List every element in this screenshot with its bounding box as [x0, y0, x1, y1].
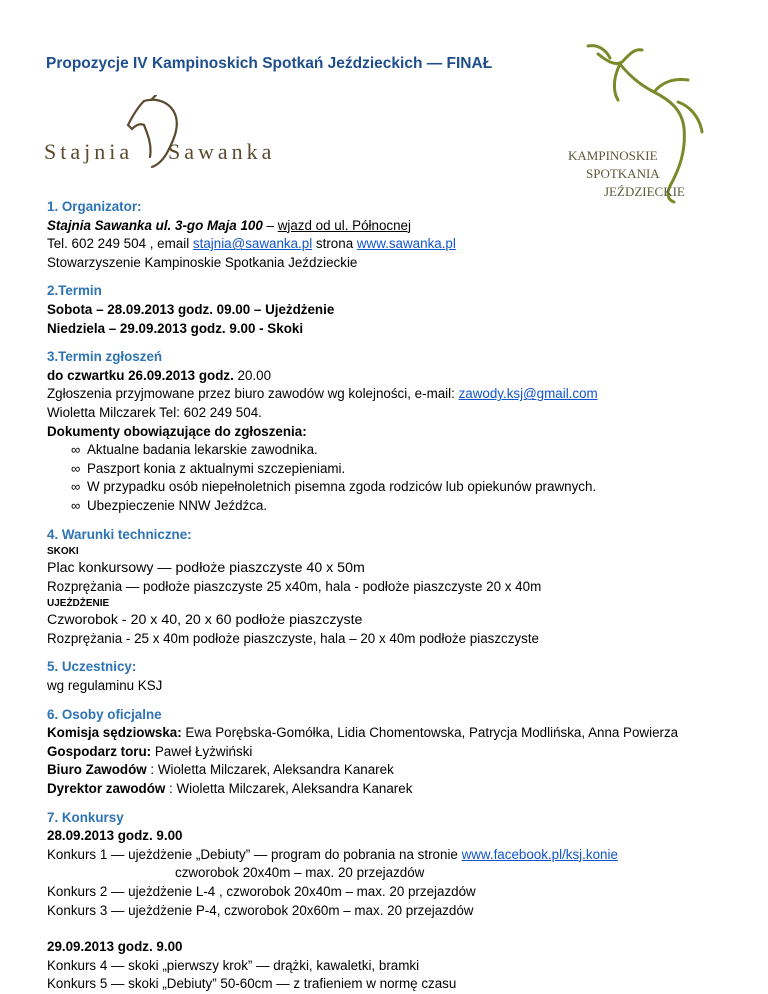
facebook-link[interactable]: www.facebook.pl/ksj.konie: [461, 846, 618, 862]
organizer-website-link[interactable]: www.sawanka.pl: [356, 236, 456, 252]
infinity-bullet-icon: ∞: [71, 497, 81, 513]
officials-label: Komisja sędziowska:: [47, 725, 182, 741]
list-item-text: Ubezpieczenie NNW Jeźdźca.: [87, 497, 268, 513]
page-title: Propozycje IV Kampinoskich Spotkań Jeździeckich — FINAŁ: [46, 55, 493, 72]
infinity-bullet-icon: ∞: [71, 460, 81, 476]
competition-5: Konkurs 5 — skoki „Debiuty” 50-60cm — z trafieniem w normę czasu: [47, 976, 457, 992]
officials-office: [47, 761, 747, 780]
list-item: [71, 478, 747, 497]
entries-text: Zgłoszenia przyjmowane przez biuro zawodów wg kolejności, e-mail:: [47, 386, 459, 402]
section-1-heading: 1. Organizator:: [47, 199, 142, 214]
officials-value: : Wioletta Milczarek, Aleksandra Kanarek: [165, 781, 413, 797]
organizer-name: Stajnia Sawanka ul. 3-go Maja 100: [47, 217, 263, 233]
subheading-skoki: SKOKI: [47, 546, 79, 558]
officials-value: : Wioletta Milczarek, Aleksandra Kanarek: [146, 762, 394, 778]
competition-3: Konkurs 3 — ujeżdżenie P-4, czworobok 20x60m – max. 20 przejazdów: [47, 902, 474, 918]
competition-date-1: 28.09.2013 godz. 9.00: [47, 828, 183, 844]
deadline-line: [47, 367, 747, 386]
ujezdzenie-line-2: Rozprężania - 25 x 40m podłoże piaszczyste, hala – 20 x 40m podłoże piaszczyste: [47, 630, 539, 646]
deadline-time: 20.00: [233, 367, 272, 383]
list-item-text: W przypadku osób niepełnoletnich pisemna zgoda rodziców lub opiekunów prawnych.: [87, 479, 597, 495]
competition-1: [47, 846, 747, 865]
officials-label: Biuro Zawodów: [47, 762, 147, 778]
infinity-bullet-icon: ∞: [71, 479, 81, 495]
association-line: Stowarzyszenie Kampinoskie Spotkania Jeździeckie: [47, 254, 358, 270]
officials-judges: [47, 724, 747, 743]
section-4-heading: 4. Warunki techniczne:: [47, 526, 192, 542]
subheading-ujezdzenie: UJEŻDŻENIE: [47, 598, 110, 610]
logo-line-2: SPOTKANIA: [586, 166, 660, 181]
kampinoskie-logo: [558, 40, 730, 210]
date-saturday: Sobota – 28.09.2013 godz. 09.00 – Ujeżdżenie: [47, 301, 335, 317]
organizer-sep: –: [262, 217, 278, 233]
entries-line: [47, 385, 747, 404]
officials-director: [47, 780, 747, 799]
competition-4: Konkurs 4 — skoki „pierwszy krok” — drążki, kawaletki, bramki: [47, 957, 420, 973]
section-7-heading: 7. Konkursy: [47, 809, 124, 825]
list-item-text: Aktualne badania lekarskie zawodnika.: [87, 442, 318, 458]
section-6-heading: 6. Osoby oficjalne: [47, 706, 162, 722]
participants-line: wg regulaminu KSJ: [47, 678, 163, 694]
contact-line: [47, 235, 747, 254]
infinity-bullet-icon: ∞: [71, 442, 81, 458]
officials-label: Gospodarz toru:: [47, 743, 152, 759]
logo-word-1: Stajnia: [44, 139, 134, 164]
officials-label: Dyrektor zawodów: [47, 781, 166, 797]
list-item: [71, 460, 747, 479]
competition-1-text: Konkurs 1 — ujeżdżenie „Debiuty” — program do pobrania na stronie: [47, 846, 462, 862]
list-item: [71, 441, 747, 460]
section-3-heading: 3.Termin zgłoszeń: [47, 349, 163, 365]
officials-course: [47, 743, 747, 762]
competition-2: Konkurs 2 — ujeżdżenie L-4 , czworobok 20x40m – max. 20 przejazdów: [47, 884, 476, 899]
list-item-text: Paszport konia z aktualnymi szczepieniami.: [87, 460, 346, 476]
organizer-email-link[interactable]: stajnia@sawanka.pl: [192, 236, 313, 252]
skoki-line-1: Plac konkursowy — podłoże piaszczyste 40 x 50m: [47, 560, 365, 577]
documents-heading: Dokumenty obowiązujące do zgłoszenia:: [47, 423, 307, 439]
entries-email-link[interactable]: zawody.ksj@gmail.com: [458, 386, 598, 402]
competition-date-2: 29.09.2013 godz. 9.00: [47, 939, 183, 955]
list-item: [71, 497, 747, 516]
contact-phone: Tel. 602 249 504 , email: [47, 236, 193, 252]
skoki-line-2: Rozprężania — podłoże piaszczyste 25 x40m, hala - podłoże piaszczyste 20 x 40m: [47, 578, 542, 594]
stajnia-sawanka-logo: [40, 95, 290, 170]
logo-line-1: KAMPINOSKIE: [568, 148, 658, 163]
competition-1-arena: czworobok 20x40m – max. 20 przejazdów: [175, 865, 425, 881]
ujezdzenie-line-1: Czworobok - 20 x 40, 20 x 60 podłoże piaszczyste: [47, 612, 363, 629]
date-sunday: Niedziela – 29.09.2013 godz. 9.00 - Skoki: [47, 320, 304, 336]
logo-line-3: JEŹDZIECKIE: [604, 184, 685, 199]
logo-word-2: Sawanka: [168, 139, 276, 164]
section-5-heading: 5. Uczestnicy:: [47, 659, 137, 675]
section-2-heading: 2.Termin: [47, 283, 102, 299]
documents-list: [47, 441, 747, 515]
organizer-entrance: wjazd od ul. Północnej: [277, 217, 411, 233]
contact-www-label: strona: [312, 236, 357, 252]
contact-person: Wioletta Milczarek Tel: 602 249 504.: [47, 404, 262, 420]
officials-value: Ewa Porębska-Gomółka, Lidia Chomentowska, Patrycja Modlińska, Anna Powierza: [181, 725, 679, 741]
organizer-line: [47, 217, 747, 236]
officials-value: Paweł Łyżwiński: [151, 743, 253, 759]
deadline-date: do czwartku 26.09.2013 godz.: [47, 367, 234, 383]
document-body: [47, 198, 747, 994]
